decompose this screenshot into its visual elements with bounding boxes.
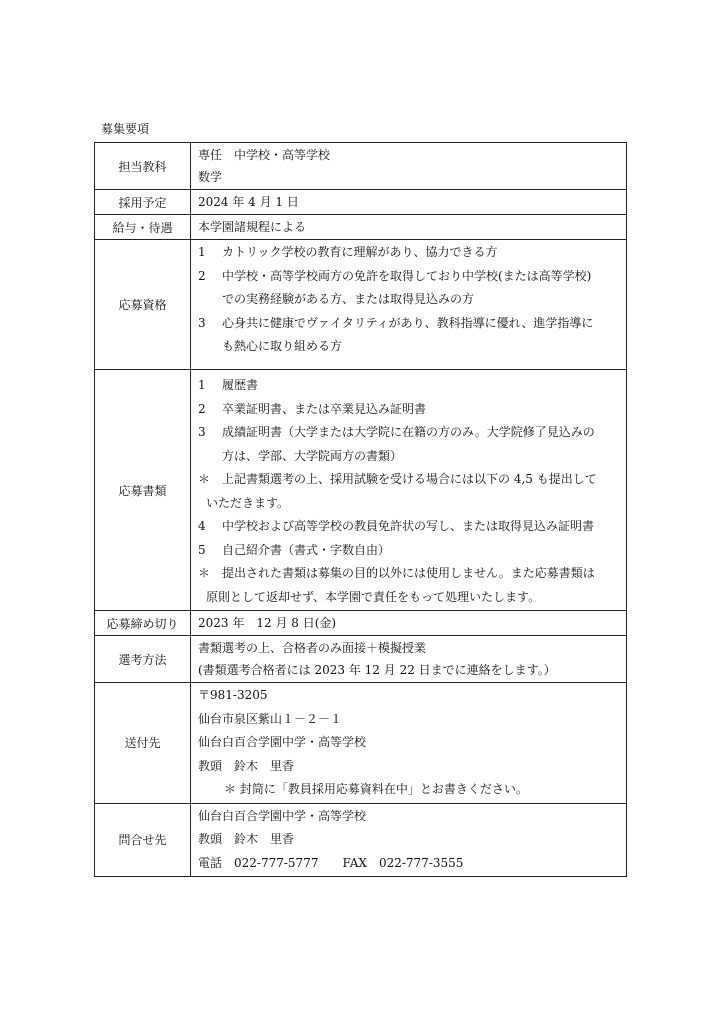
sendto-person: 教頭 鈴木 里香 (198, 758, 295, 773)
label-selection: 選考方法 (95, 636, 191, 683)
contact-person: 教頭 鈴木 里香 (198, 832, 295, 846)
label-sendto: 送付先 (95, 683, 191, 804)
row-sendto (95, 683, 627, 804)
document-title: 募集要項 (101, 122, 150, 136)
document-item-5: 5 自己紹介書（書式・字数自由） (198, 542, 391, 557)
label-contact: 問合せ先 (95, 803, 191, 877)
sendto-school: 仙台白百合学園中学・高等学校 (198, 735, 367, 749)
label-documents: 応募書類 (95, 370, 191, 611)
qualification-item-3-cont: も熱心に取り組める方 (222, 339, 343, 353)
row-subject (95, 143, 627, 190)
deadline-value: 2023 年 12 月 8 日(金) (198, 616, 337, 630)
row-qualifications (95, 240, 627, 370)
row-contact (95, 803, 627, 877)
sendto-postal: 〒981-3205 (198, 688, 268, 702)
contact-school: 仙台白百合学園中学・高等学校 (198, 808, 367, 823)
start-value: 2024 年 4 月 1 日 (198, 195, 299, 209)
document-note-2-cont: 原則として返却せず、本学園で責任をもって処理いたします。 (206, 589, 541, 604)
row-selection (95, 636, 627, 683)
label-deadline: 応募締め切り (95, 611, 191, 636)
document-item-1: 1 履歴書 (198, 378, 259, 392)
document-note-1: ＊ 上記書類選考の上、採用試験を受ける場合には以下の 4,5 も提出して (198, 472, 597, 486)
subject-line-1: 専任 中学校・高等学校 (198, 148, 331, 162)
qualification-item-1: 1 カトリック学校の教育に理解があり、協力できる方 (198, 245, 498, 259)
row-start (95, 190, 627, 215)
subject-line-2: 数学 (198, 170, 223, 184)
document-item-4: 4 中学校および高等学校の教員免許状の写し、または取得見込み証明書 (198, 519, 595, 533)
document-note-1-cont: いただきます。 (206, 495, 290, 510)
label-start: 採用予定 (95, 190, 191, 215)
document-item-3: 3 成績証明書（大学または大学院に在籍の方のみ。大学院修了見込みの (198, 425, 595, 439)
salary-value: 本学園諸規程による (198, 220, 307, 234)
requirements-table (94, 142, 627, 877)
contact-phone: 電話 022-777-5777 FAX 022-777-3555 (198, 855, 464, 870)
selection-line-2: (書類選考合格者には 2023 年 12 月 22 日までに連絡をします。） (198, 663, 556, 677)
label-qualifications: 応募資格 (95, 240, 191, 370)
document-item-3-cont: 方は、学部、大学院両方の書類） (222, 448, 403, 463)
label-subject: 担当教科 (95, 143, 191, 190)
label-salary: 給与・待遇 (95, 215, 191, 240)
row-deadline (95, 611, 627, 636)
qualification-item-2-cont: での実務経験がある方、または取得見込みの方 (222, 292, 475, 306)
qualification-item-2: 2 中学校・高等学校両方の免許を取得しており中学校(または高等学校) (198, 268, 592, 283)
sendto-address: 仙台市泉区紫山１－２－１ (198, 711, 343, 726)
row-salary (95, 215, 627, 240)
qualification-item-3: 3 心身共に健康でヴァイタリティがあり、教科指導に優れ、進学指導に (198, 315, 594, 330)
selection-line-1: 書類選考の上、合格者のみ面接＋模擬授業 (198, 641, 427, 655)
row-documents (95, 370, 627, 611)
document-item-2: 2 卒業証明書、または卒業見込み証明書 (198, 401, 427, 416)
sendto-note: ＊ 封筒に「教員採用応募資料在中」とお書きください。 (224, 782, 528, 796)
document-note-2: ＊ 提出された書類は募集の目的以外には使用しません。また応募書類は (198, 566, 595, 580)
